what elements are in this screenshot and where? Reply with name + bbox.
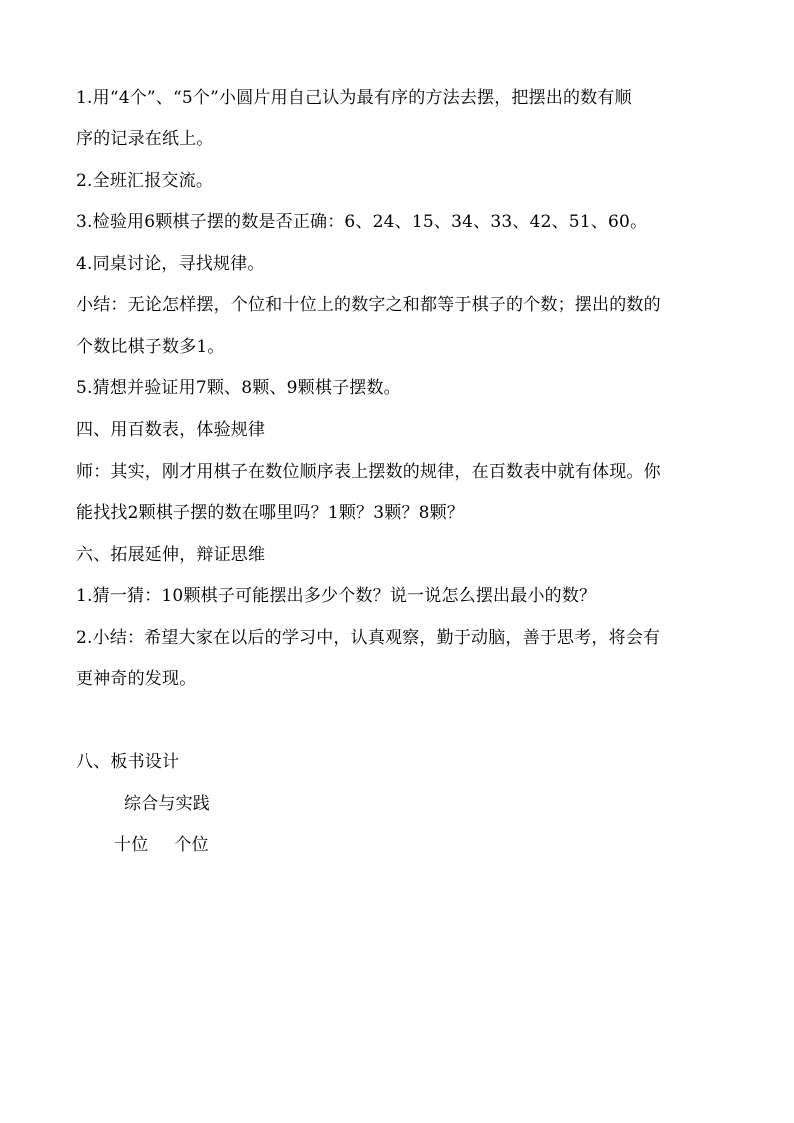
section-heading-8: 八、板书设计: [76, 752, 180, 772]
step-4: 4.同桌讨论，寻找规律。: [76, 254, 265, 274]
step-1-line-2: 序的记录在纸上。: [76, 129, 214, 149]
extension-item-1: 1.猜一猜：10颗棋子可能摆出多少个数？说一说怎么摆出最小的数？: [76, 586, 597, 606]
section-heading-4: 四、用百数表，体验规律: [76, 420, 266, 440]
board-column-ones: 个位: [174, 835, 209, 855]
summary-line-1: 小结：无论怎样摆，个位和十位上的数字之和都等于棋子的个数；摆出的数的: [76, 295, 661, 315]
extension-item-2-line-2: 更神奇的发现。: [76, 669, 197, 689]
summary-line-2: 个数比棋子数多1。: [76, 337, 225, 357]
step-5: 5.猜想并验证用7颗、8颗、9颗棋子摆数。: [76, 378, 401, 398]
step-2: 2.全班汇报交流。: [76, 171, 214, 191]
teacher-line-2: 能找找2颗棋子摆的数在哪里吗？1颗？3颗？8颗？: [76, 503, 465, 523]
step-3: 3.检验用6颗棋子摆的数是否正确：6、24、15、34、33、42、51、60。: [76, 212, 648, 232]
step-1-line-1: 1.用“4个”、“5个”小圆片用自己认为最有序的方法去摆，把摆出的数有顺: [76, 88, 632, 108]
extension-item-2-line-1: 2.小结：希望大家在以后的学习中，认真观察，勤于动脑，善于思考，将会有: [76, 628, 661, 648]
board-columns: [114, 835, 764, 855]
section-heading-6: 六、拓展延伸，辩证思维: [76, 545, 266, 565]
board-column-tens: 十位: [114, 835, 149, 855]
teacher-line-1: 师：其实，刚才用棋子在数位顺序表上摆数的规律，在百数表中就有体现。你: [76, 462, 661, 482]
board-title: 综合与实践: [124, 794, 210, 814]
